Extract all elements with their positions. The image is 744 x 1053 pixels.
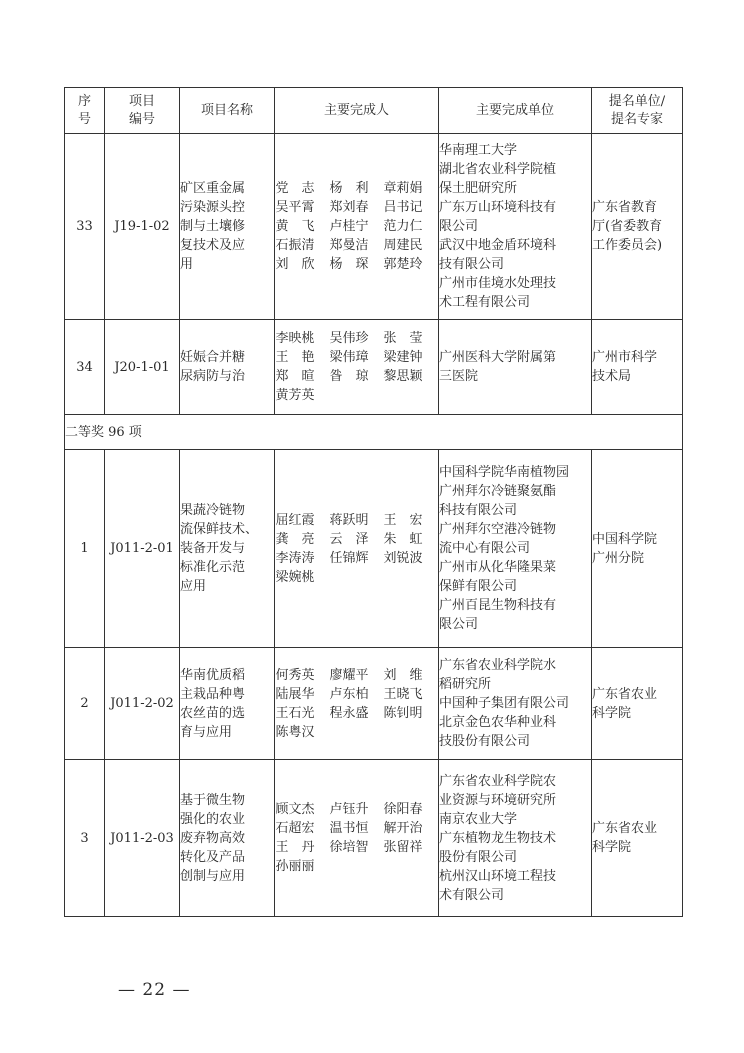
text-line: 流中心有限公司	[439, 541, 531, 556]
person-name: 李映桃	[275, 331, 315, 346]
text-line: 股份有限公司	[439, 849, 518, 865]
text-line: 技术局	[592, 369, 632, 384]
text-line: 广州市科学	[592, 350, 658, 365]
person-name: 陆展华	[275, 686, 315, 702]
person-name: 杨 琛	[329, 257, 369, 272]
text-line: 中国科学院华南植物园	[439, 465, 570, 480]
person-name: 吴伟珍	[329, 331, 369, 346]
text-line: 工作委员会)	[592, 238, 663, 253]
text-line: 创制与应用	[180, 868, 246, 884]
person-name: 石超宏	[275, 821, 315, 836]
text-line: 中国科学院	[592, 531, 658, 547]
seq-cell: 34	[65, 320, 105, 415]
person-name: 廖耀平	[329, 667, 369, 683]
table-row	[65, 134, 683, 320]
person-name: 卢钰升	[329, 802, 369, 817]
project-name-cell	[180, 134, 275, 320]
people-cell	[275, 760, 439, 917]
person-name: 蒋跃明	[329, 512, 369, 528]
text-line: 稻研究所	[439, 677, 492, 692]
person-name: 昝 琼	[329, 369, 369, 384]
person-name: 陈钊明	[383, 705, 423, 721]
text-line: 广东植物龙生物技术	[439, 830, 557, 846]
text-line: 广州市从化华隆果菜	[439, 560, 557, 575]
text-line: 广州分院	[592, 550, 645, 566]
code-cell: J011-2-02	[105, 648, 180, 760]
units-cell	[439, 450, 592, 648]
header-nominator: 提名单位/ 提名专家	[592, 88, 683, 134]
person-name: 郑刘春	[329, 200, 369, 215]
text-line: 广东省农业	[592, 821, 658, 836]
text-line: 杭州汉山环境工程技	[439, 868, 557, 884]
nominator-cell	[592, 760, 683, 917]
project-name-cell	[180, 648, 275, 760]
nominator-cell	[592, 450, 683, 648]
people-list	[275, 511, 438, 587]
text-line: 三医院	[439, 369, 479, 384]
awards-table	[64, 87, 683, 917]
person-name: 王 艳	[275, 350, 315, 365]
person-name: 黄芳英	[275, 388, 315, 403]
text-line: 技有限公司	[439, 257, 505, 272]
text-line: 制与土壤修	[180, 219, 246, 234]
person-name: 陈粤汉	[275, 724, 315, 740]
person-name: 朱 虹	[383, 531, 423, 547]
person-name: 何秀英	[275, 667, 315, 683]
person-name: 解开治	[383, 821, 423, 836]
text-line: 术工程有限公司	[439, 295, 531, 310]
person-name: 程永盛	[329, 705, 369, 721]
text-line: 北京金色农华种业科	[439, 715, 557, 730]
header-name: 项目名称	[180, 88, 275, 134]
project-name-cell	[180, 760, 275, 917]
person-name: 杨 利	[329, 181, 369, 196]
people-cell	[275, 450, 439, 648]
person-name: 温书恒	[329, 821, 369, 836]
text-line: 强化的农业	[180, 811, 246, 827]
person-name: 梁婉桃	[275, 569, 315, 585]
header-seq: 序 号	[65, 88, 105, 134]
person-name: 刘锐波	[383, 550, 423, 566]
seq-cell: 33	[65, 134, 105, 320]
person-name: 李涛涛	[275, 550, 315, 566]
seq-cell: 1	[65, 450, 105, 648]
header-units: 主要完成单位	[439, 88, 592, 134]
text-line: 武汉中地金盾环境科	[439, 238, 557, 253]
text-line: 广东省教育	[592, 200, 658, 215]
text-line: 果蔬冷链物	[180, 503, 246, 518]
person-name: 王 丹	[275, 840, 315, 855]
text-line: 基于微生物	[180, 792, 246, 808]
text-line: 厅(省委教育	[592, 219, 663, 234]
text-line: 华南理工大学	[439, 143, 518, 158]
person-name: 徐培智	[329, 840, 369, 855]
text-line: 湖北省农业科学院植	[439, 162, 557, 177]
person-name: 范力仁	[383, 219, 423, 234]
person-name: 梁伟璋	[329, 350, 369, 365]
text-line: 保土肥研究所	[439, 181, 518, 196]
people-list	[275, 329, 438, 405]
person-name: 张留祥	[383, 840, 423, 855]
section-row	[65, 415, 683, 450]
units-cell	[439, 648, 592, 760]
text-line: 华南优质稻	[180, 667, 246, 683]
person-name: 郑 暄	[275, 369, 315, 384]
person-name: 党 志	[275, 181, 315, 196]
person-name: 黄 飞	[275, 219, 315, 234]
text-line: 尿病防与治	[180, 369, 246, 384]
person-name: 王石光	[275, 705, 315, 721]
person-name: 黎思颖	[383, 369, 423, 384]
units-cell	[439, 760, 592, 917]
nominator-cell	[592, 648, 683, 760]
person-name: 云 泽	[329, 531, 369, 547]
project-name-cell	[180, 450, 275, 648]
code-cell: J011-2-03	[105, 760, 180, 917]
person-name: 屈红霞	[275, 512, 315, 528]
person-name: 吕书记	[383, 200, 423, 215]
person-name: 王 宏	[383, 512, 423, 528]
units-cell	[439, 320, 592, 415]
project-name-cell	[180, 320, 275, 415]
header-people: 主要完成人	[275, 88, 439, 134]
text-line: 保鲜有限公司	[439, 579, 518, 594]
text-line: 广东省农业科学院水	[439, 658, 557, 673]
text-line: 科学院	[592, 840, 632, 855]
person-name: 吴平霄	[275, 200, 315, 215]
people-cell	[275, 648, 439, 760]
nominator-cell	[592, 320, 683, 415]
table-row	[65, 450, 683, 648]
section-title: 二等奖 96 项	[65, 415, 683, 450]
header-code: 项目 编号	[105, 88, 180, 134]
people-cell	[275, 134, 439, 320]
text-line: 复技术及应	[180, 238, 246, 253]
table-row	[65, 648, 683, 760]
person-name: 徐阳春	[383, 802, 423, 817]
table-row	[65, 760, 683, 917]
text-line: 用	[180, 257, 194, 272]
text-line: 应用	[180, 579, 207, 594]
code-cell: J011-2-01	[105, 450, 180, 648]
text-line: 废弃物高效	[180, 830, 246, 846]
text-line: 科学院	[592, 705, 632, 721]
units-cell	[439, 134, 592, 320]
text-line: 标准化示范	[180, 560, 246, 575]
code-cell: J19-1-02	[105, 134, 180, 320]
person-name: 张 莹	[383, 331, 423, 346]
text-line: 广东省农业科学院农	[439, 773, 557, 789]
text-line: 技股份有限公司	[439, 734, 531, 749]
person-name: 石振清	[275, 238, 315, 253]
header-row	[65, 88, 683, 134]
person-name: 章莉娟	[383, 181, 423, 196]
text-line: 主栽品种粤	[180, 686, 246, 702]
nominator-cell	[592, 134, 683, 320]
people-list	[275, 800, 438, 876]
person-name: 任锦辉	[329, 550, 369, 566]
person-name: 卢桂宁	[329, 219, 369, 234]
text-line: 污染源头控	[180, 200, 246, 215]
text-line: 限公司	[439, 219, 479, 234]
seq-cell: 2	[65, 648, 105, 760]
text-line: 南京农业大学	[439, 811, 518, 827]
text-line: 农丝苗的选	[180, 705, 246, 721]
people-list	[275, 666, 438, 742]
text-line: 广州拜尔冷链聚氨酯	[439, 484, 557, 499]
people-list	[275, 179, 438, 274]
person-name: 郑曼洁	[329, 238, 369, 253]
seq-cell: 3	[65, 760, 105, 917]
page-number: — 22 —	[118, 980, 191, 1000]
text-line: 广州医科大学附属第	[439, 350, 557, 365]
text-line: 科技有限公司	[439, 503, 518, 518]
person-name: 郭楚玲	[383, 257, 423, 272]
text-line: 装备开发与	[180, 541, 246, 556]
text-line: 中国种子集团有限公司	[439, 696, 570, 711]
person-name: 周建民	[383, 238, 423, 253]
people-cell	[275, 320, 439, 415]
person-name: 刘 维	[383, 667, 423, 683]
text-line: 妊娠合并糖	[180, 350, 246, 365]
code-cell: J20-1-01	[105, 320, 180, 415]
text-line: 术有限公司	[439, 887, 505, 903]
text-line: 广东万山环境科技有	[439, 200, 557, 215]
person-name: 顾文杰	[275, 802, 315, 817]
text-line: 业资源与环境研究所	[439, 792, 557, 808]
person-name: 刘 欣	[275, 257, 315, 272]
person-name: 龚 亮	[275, 531, 315, 547]
text-line: 育与应用	[180, 724, 233, 740]
person-name: 王晓飞	[383, 686, 423, 702]
text-line: 广州拜尔空港冷链物	[439, 522, 557, 537]
text-line: 限公司	[439, 617, 479, 632]
text-line: 矿区重金属	[180, 181, 246, 196]
text-line: 广州百昆生物科技有	[439, 598, 557, 613]
text-line: 转化及产品	[180, 849, 246, 865]
person-name: 孙丽丽	[275, 859, 315, 874]
text-line: 广州市佳境水处理技	[439, 276, 557, 291]
table-row	[65, 320, 683, 415]
person-name: 梁建钟	[383, 350, 423, 365]
person-name: 卢东柏	[329, 686, 369, 702]
text-line: 流保鲜技术、	[180, 522, 259, 537]
text-line: 广东省农业	[592, 686, 658, 702]
